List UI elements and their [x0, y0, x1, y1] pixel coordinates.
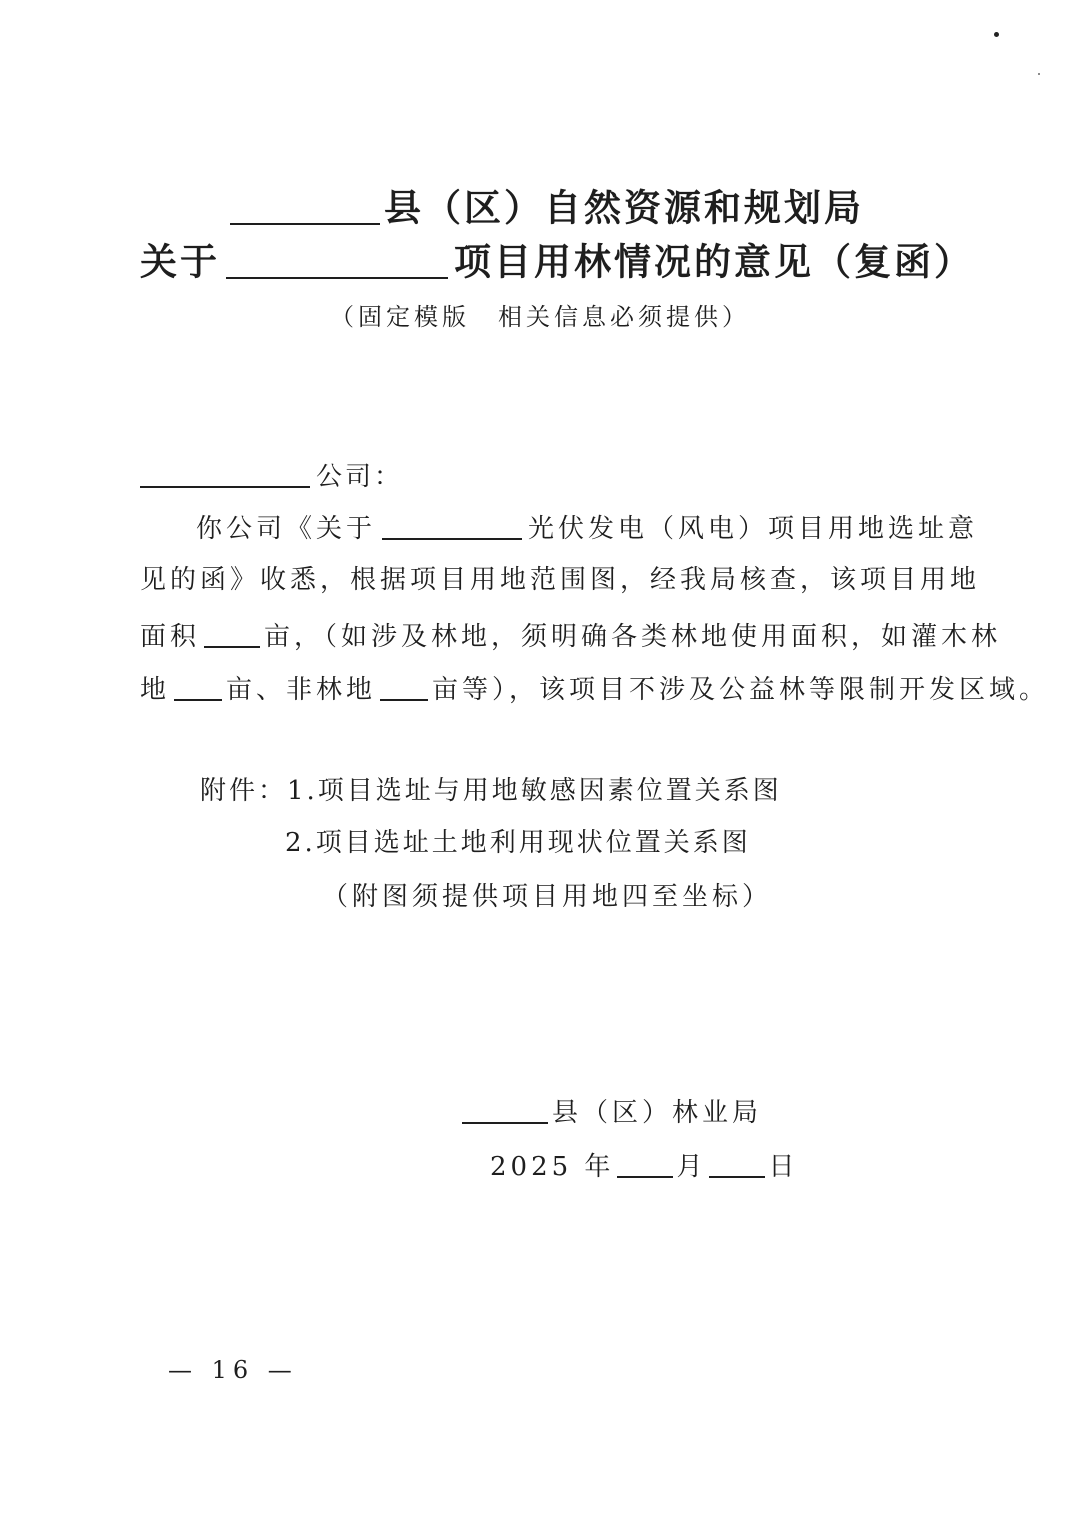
page-number: — 16 —	[168, 1356, 298, 1384]
scan-speck	[994, 32, 999, 37]
body-line-1	[196, 512, 1016, 542]
attachment-item-1: 附件：1.项目选址与用地敏感因素位置关系图	[200, 776, 782, 806]
signature-date	[490, 1150, 798, 1180]
document-title-line-2	[140, 239, 974, 284]
title-line2-prefix: 关于	[140, 239, 220, 284]
body-text: 面积	[140, 621, 201, 652]
body-line-4	[140, 673, 1050, 705]
attachment-item-2: 2.项目选址土地利用现状位置关系图	[285, 828, 751, 858]
county-blank	[230, 186, 380, 225]
day-blank	[709, 1150, 765, 1178]
body-text: 地	[140, 674, 171, 705]
area-blank	[204, 620, 260, 648]
non-forest-area-blank	[380, 673, 428, 701]
body-text: 亩等），该项目不涉及公益林等限制开发区域。	[432, 674, 1050, 705]
body-text: 光伏发电（风电）项目用地选址意	[528, 513, 979, 544]
signature-org	[462, 1096, 762, 1126]
document-title-line-1	[230, 185, 864, 230]
shrub-area-blank	[174, 673, 222, 701]
body-line-2	[140, 565, 981, 595]
body-text: 亩、非林地	[226, 674, 377, 705]
salutation-suffix: 公司：	[316, 461, 404, 492]
body-text: 你公司《关于	[196, 513, 377, 544]
document-subtitle: （固定模版 相关信息必须提供）	[330, 303, 750, 331]
signature-org-text: 县（区）林业局	[552, 1097, 763, 1128]
body-text: 见的函》收悉，根据项目用地范围图，经我局核查，该项目用地	[140, 565, 981, 595]
title-line1-text: 县（区）自然资源和规划局	[384, 185, 864, 230]
date-year: 2025 年	[490, 1151, 615, 1182]
date-month-label: 月	[676, 1151, 707, 1182]
project-name-blank	[226, 240, 448, 279]
company-name-blank	[140, 460, 310, 488]
body-text: 亩，（如涉及林地，须明确各类林地使用面积，如灌木林	[264, 621, 1002, 652]
title-line2-suffix: 项目用林情况的意见（复函）	[454, 239, 974, 284]
county-blank	[462, 1096, 548, 1124]
project-blank	[382, 512, 522, 540]
body-line-3	[140, 620, 1002, 652]
salutation	[140, 460, 403, 490]
month-blank	[617, 1150, 673, 1178]
attachment-note: （附图须提供项目用地四至坐标）	[322, 882, 773, 912]
scan-speck	[1038, 73, 1040, 75]
date-day-label: 日	[768, 1151, 799, 1182]
